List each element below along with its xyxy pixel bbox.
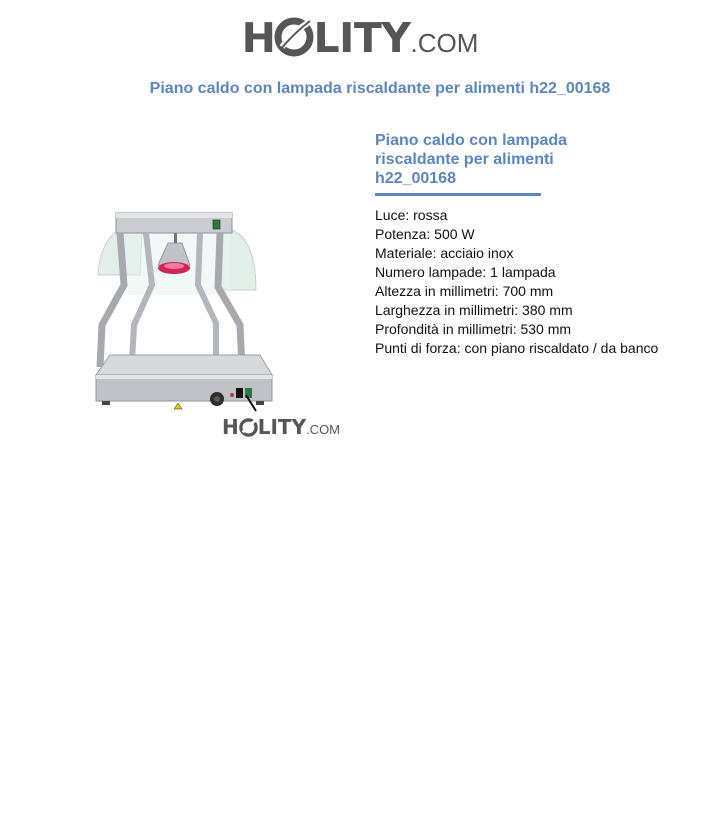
logo-o-icon <box>274 17 314 57</box>
spec-item: Potenza: 500 W <box>375 226 475 242</box>
spec-list <box>375 206 715 358</box>
spec-item: Profondità in millimetri: 530 mm <box>375 321 572 337</box>
food-warmer-illustration <box>70 195 360 445</box>
watermark-o-icon <box>239 418 258 437</box>
spec-item: Materiale: acciaio inox <box>375 245 514 261</box>
spec-item: Punti di forza: con piano riscaldato / da banco <box>375 340 659 356</box>
watermark-logo <box>222 415 340 439</box>
spec-item: Altezza in millimetri: 700 mm <box>375 283 554 299</box>
logo-domain: .COM <box>410 28 479 58</box>
title-underline <box>375 193 541 196</box>
spec-item: Numero lampade: 1 lampada <box>375 264 556 280</box>
page-title: Piano caldo con lampada riscaldante per alimenti h22_00168 <box>149 80 611 97</box>
watermark-letter-h: H <box>222 415 239 439</box>
watermark-domain: .COM <box>306 422 341 437</box>
logo-letter-h: H <box>241 14 276 62</box>
product-info <box>375 131 715 358</box>
spec-item: Luce: rossa <box>375 207 448 223</box>
logo-letters-lity: LITY <box>313 14 411 62</box>
holity-logo[interactable] <box>0 14 720 62</box>
watermark-letters-lity: LITY <box>257 415 307 439</box>
spec-item: Larghezza in millimetri: 380 mm <box>375 302 573 318</box>
product-title: Piano caldo con lampada riscaldante per alimenti h22_00168 <box>375 132 568 187</box>
product-image <box>70 195 360 445</box>
